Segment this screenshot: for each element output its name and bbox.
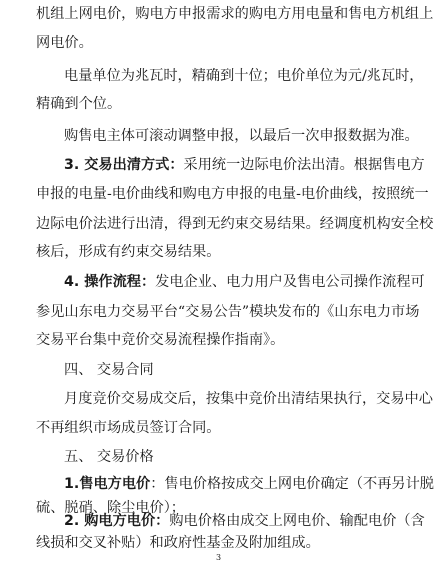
item-label: 3. 交易出清方式： (64, 157, 184, 173)
text-line: 月度竞价交易成交后，按集中竞价出清结果执行，交易中心 (64, 391, 433, 407)
text-line: 交易平台集中竞价交易流程操作指南》。 (36, 332, 285, 348)
item-text: 发电企业、电力用户及售电公司操作流程可 (155, 274, 425, 290)
text-line: 硫、脱硝、除尘电价）； (36, 500, 185, 516)
item-text: ：售电价格按成交上网电价确定（不再另计脱 (150, 476, 434, 492)
section-heading: 四、 交易合同 (64, 362, 154, 378)
text-line: 精确到个位。 (36, 96, 122, 112)
text-line: 线损和交叉补贴）和政府性基金及附加组成。 (36, 535, 320, 551)
text-line (64, 272, 425, 292)
item-text: 购电价格由成交上网电价、输配电价（含 (169, 513, 425, 529)
item-label: 4. 操作流程： (64, 274, 156, 290)
text-line: 申报的电量-电价曲线和购电方申报的电量-电价曲线，按照统一 (36, 186, 429, 202)
item-label: 2. 购电方电价： (64, 513, 170, 529)
section-heading: 五、 交易价格 (64, 449, 154, 465)
text-line: 核后，形成有约束交易结果。 (36, 244, 221, 260)
text-line: 边际电价法进行出清，得到无约束交易结果。经调度机构安全校 (36, 216, 434, 232)
text-line: 机组上网电价，购电方申报需求的购电方用电量和售电方机组上 (36, 6, 434, 22)
text-line: 电量单位为兆瓦时，精确到十位；电价单位为元/兆瓦时， (64, 68, 424, 84)
text-line: 网电价。 (36, 35, 93, 51)
item-label: 1.售电方电价 (64, 476, 151, 492)
page-number: 3 (215, 553, 222, 562)
text-line (64, 474, 434, 494)
text-line (64, 511, 425, 531)
text-line: 不再组织市场成员签订合同。 (36, 420, 221, 436)
item-text: 采用统一边际电价法出清。根据售电方 (183, 157, 425, 173)
text-line: 参见山东电力交易平台“交易公告”模块发布的《山东电力市场 (36, 304, 420, 320)
text-line (64, 155, 425, 175)
text-line: 购售电主体可滚动调整申报，以最后一次申报数据为准。 (64, 128, 419, 144)
